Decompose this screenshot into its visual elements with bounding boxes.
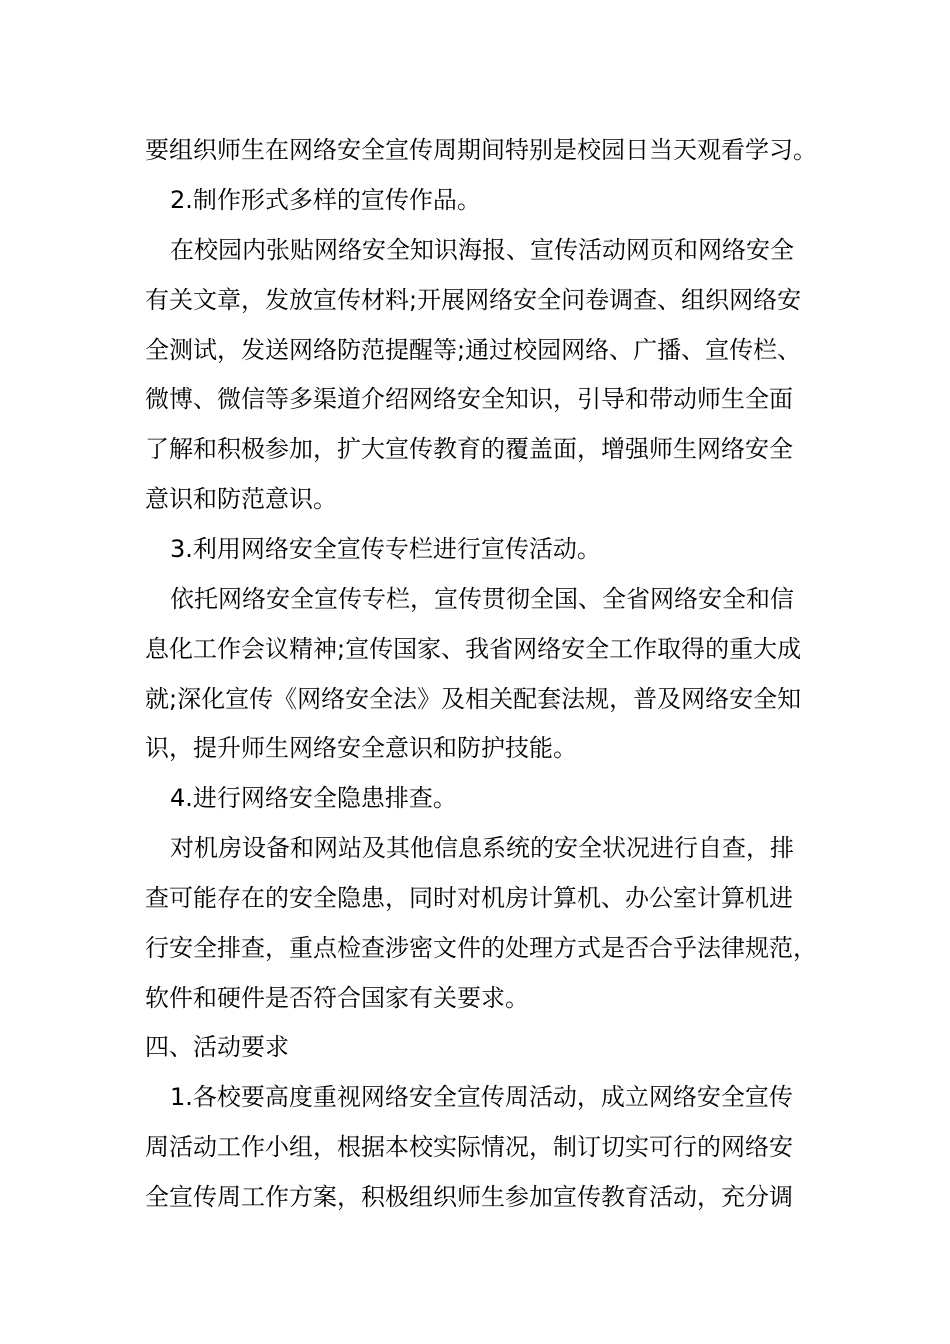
text-line: 意识和防范意识。: [145, 485, 337, 513]
section-heading: 2.制作形式多样的宣传作品。: [170, 186, 481, 214]
chapter-heading: 四、活动要求: [145, 1033, 289, 1061]
text-line: 全测试，发送网络防范提醒等;通过校园网络、广播、宣传栏、: [145, 336, 802, 364]
text-line: 在校园内张贴网络安全知识海报、宣传活动网页和网络安全: [170, 236, 794, 264]
text-line: 行安全排查，重点检查涉密文件的处理方式是否合乎法律规范，: [145, 934, 817, 962]
section-heading: 3.利用网络安全宣传专栏进行宣传活动。: [170, 535, 601, 563]
section-heading: 4.进行网络安全隐患排查。: [170, 784, 457, 812]
text-line: 对机房设备和网站及其他信息系统的安全状况进行自查，排: [170, 834, 794, 862]
text-line: 就;深化宣传《网络安全法》及相关配套法规，普及网络安全知: [145, 685, 802, 713]
text-line: 查可能存在的安全隐患，同时对机房计算机、办公室计算机进: [145, 884, 793, 912]
text-line: 软件和硬件是否符合国家有关要求。: [145, 984, 529, 1012]
text-line: 有关文章，发放宣传材料;开展网络安全问卷调查、组织网络安: [145, 286, 802, 314]
text-line: 要组织师生在网络安全宣传周期间特别是校园日当天观看学习。: [145, 136, 817, 164]
text-line: 微博、微信等多渠道介绍网络安全知识，引导和带动师生全面: [145, 385, 793, 413]
text-line: 依托网络安全宣传专栏，宣传贯彻全国、全省网络安全和信: [170, 585, 794, 613]
text-line: 识，提升师生网络安全意识和防护技能。: [145, 734, 577, 762]
text-line: 息化工作会议精神;宣传国家、我省网络安全工作取得的重大成: [145, 635, 802, 663]
text-line: 1.各校要高度重视网络安全宣传周活动，成立网络安全宣传: [170, 1083, 793, 1111]
text-line: 全宣传周工作方案，积极组织师生参加宣传教育活动，充分调: [145, 1183, 793, 1211]
text-line: 周活动工作小组，根据本校实际情况，制订切实可行的网络安: [145, 1133, 793, 1161]
text-line: 了解和积极参加，扩大宣传教育的覆盖面，增强师生网络安全: [145, 435, 793, 463]
